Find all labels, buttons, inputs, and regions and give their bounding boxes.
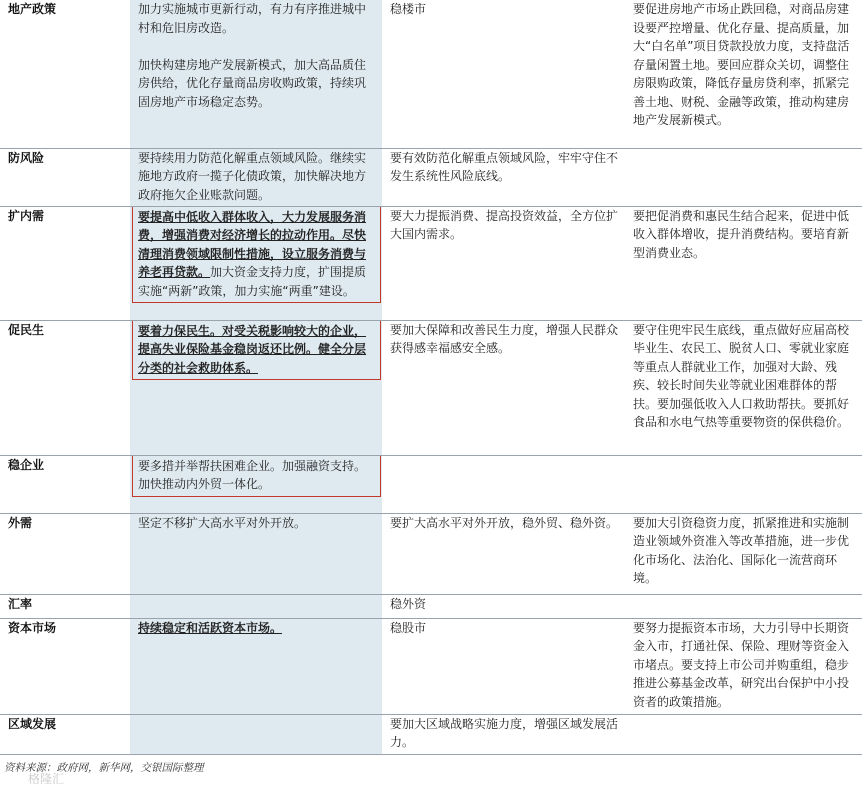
politburo-policy-cell bbox=[130, 594, 382, 618]
earlier-policy-cell: 要加大引资稳资力度，抓紧推进和实施制造业领域外资准入等改革措施，进一步优化市场化、法治化、国际化一流营商环境。 bbox=[625, 513, 862, 594]
row-topic: 外需 bbox=[0, 513, 130, 594]
row-topic: 扩内需 bbox=[0, 206, 130, 320]
politburo-policy-cell: 坚定不移扩大高水平对外开放。 bbox=[130, 513, 382, 594]
highlight-box bbox=[132, 455, 381, 497]
table-row bbox=[0, 513, 862, 594]
earlier-policy-cell: 要守住兜牢民生底线，重点做好应届高校毕业生、农民工、脱贫人口、零就业家庭等重点人群就业工作，加强对大龄、残疾、较长时间失业等就业困难群体的帮扶。要加强低收入人口救助帮扶。要抓好食品和水电气热等重要物资的保供稳价。 bbox=[625, 320, 862, 455]
politburo-policy-cell bbox=[130, 0, 382, 148]
table-row bbox=[0, 148, 862, 206]
earlier-policy-cell bbox=[625, 714, 862, 754]
table-row bbox=[0, 618, 862, 714]
prior-policy-cell: 稳股市 bbox=[382, 618, 625, 714]
earlier-policy-cell: 要把促消费和惠民生结合起来，促进中低收入群体增收，提升消费结构。要培育新型消费业态。 bbox=[625, 206, 862, 320]
emphasis-text: 要提高中低收入群体收入，大力发展服务消费，增强消费对经济增长的拉动作用。尽快清理消费领域限制性措施，设立服务消费与养老再贷款。 bbox=[138, 209, 367, 279]
prior-policy-cell: 要扩大高水平对外开放，稳外贸、稳外资。 bbox=[382, 513, 625, 594]
policy-text: 加快构建房地产发展新模式，加大高品质住房供给，优化存量商品房收购政策，持续巩固房地产市场稳定态势。 bbox=[138, 57, 367, 109]
table-row bbox=[0, 0, 862, 148]
row-topic: 地产政策 bbox=[0, 0, 130, 148]
prior-policy-cell: 稳外资 bbox=[382, 594, 625, 618]
prior-policy-cell bbox=[382, 455, 625, 513]
table-row bbox=[0, 714, 862, 754]
table-row bbox=[0, 455, 862, 513]
politburo-policy-cell bbox=[130, 618, 382, 714]
politburo-policy-cell bbox=[130, 714, 382, 754]
source-note: 资料来源：政府网，新华网，交银国际整理 bbox=[4, 762, 204, 774]
policy-text: 加力实施城市更新行动，有力有序推进城中村和危旧房改造。 bbox=[138, 2, 367, 35]
prior-policy-cell: 要大力提振消费、提高投资效益，全方位扩大国内需求。 bbox=[382, 206, 625, 320]
highlight-box bbox=[132, 320, 381, 380]
policy-text: 加快推动内外贸一体化。 bbox=[138, 477, 271, 491]
policy-text: 加大资金支持力度，扩围提质实施“两新”政策，加力实施“两重”建设。 bbox=[138, 265, 367, 298]
earlier-policy-cell bbox=[625, 594, 862, 618]
emphasis-text: 要着力保民生。对受关税影响较大的企业，提高失业保险基金稳岗返还比例。健全分层分类的社会救助体系。 bbox=[138, 323, 367, 375]
politburo-policy-cell bbox=[130, 206, 382, 320]
table-row bbox=[0, 320, 862, 455]
earlier-policy-cell bbox=[625, 455, 862, 513]
row-topic: 稳企业 bbox=[0, 455, 130, 513]
prior-policy-cell: 要有效防范化解重点领域风险，牢牢守住不发生系统性风险底线。 bbox=[382, 148, 625, 206]
watermark: 格隆汇 bbox=[28, 772, 65, 786]
earlier-policy-cell: 要努力提振资本市场，大力引导中长期资金入市，打通社保、保险、理财等资金入市堵点。要支持上市公司并购重组，稳步推进公募基金改革，研究出台保护中小投资者的政策措施。 bbox=[625, 618, 862, 714]
row-topic: 防风险 bbox=[0, 148, 130, 206]
highlight-box bbox=[132, 206, 381, 303]
row-topic: 资本市场 bbox=[0, 618, 130, 714]
prior-policy-cell: 要加大保障和改善民生力度，增强人民群众获得感幸福感安全感。 bbox=[382, 320, 625, 455]
politburo-policy-cell: 要持续用力防范化解重点领域风险。继续实施地方政府一揽子化债政策，加快解决地方政府拖欠企业账款问题。 bbox=[130, 148, 382, 206]
prior-policy-cell: 要加大区域战略实施力度，增强区域发展活力。 bbox=[382, 714, 625, 754]
earlier-policy-cell: 要促进房地产市场止跌回稳，对商品房建设要严控增量、优化存量、提高质量，加大“白名单”项目贷款投放力度，支持盘活存量闲置土地。要回应群众关切，调整住房限购政策，降低存量房贷利率，抓紧完善土地、财税、金融等政策，推动构建房地产发展新模式。 bbox=[625, 0, 862, 148]
policy-text: 要多措并举帮扶困难企业。加强融资支持。 bbox=[138, 458, 367, 473]
row-topic: 促民生 bbox=[0, 320, 130, 455]
emphasis-text: 持续稳定和活跃资本市场。 bbox=[138, 620, 283, 635]
politburo-policy-cell bbox=[130, 455, 382, 513]
row-topic: 汇率 bbox=[0, 594, 130, 618]
table-row bbox=[0, 594, 862, 618]
table-row bbox=[0, 206, 862, 320]
prior-policy-cell: 稳楼市 bbox=[382, 0, 625, 148]
row-topic: 区域发展 bbox=[0, 714, 130, 754]
earlier-policy-cell bbox=[625, 148, 862, 206]
politburo-policy-cell bbox=[130, 320, 382, 455]
